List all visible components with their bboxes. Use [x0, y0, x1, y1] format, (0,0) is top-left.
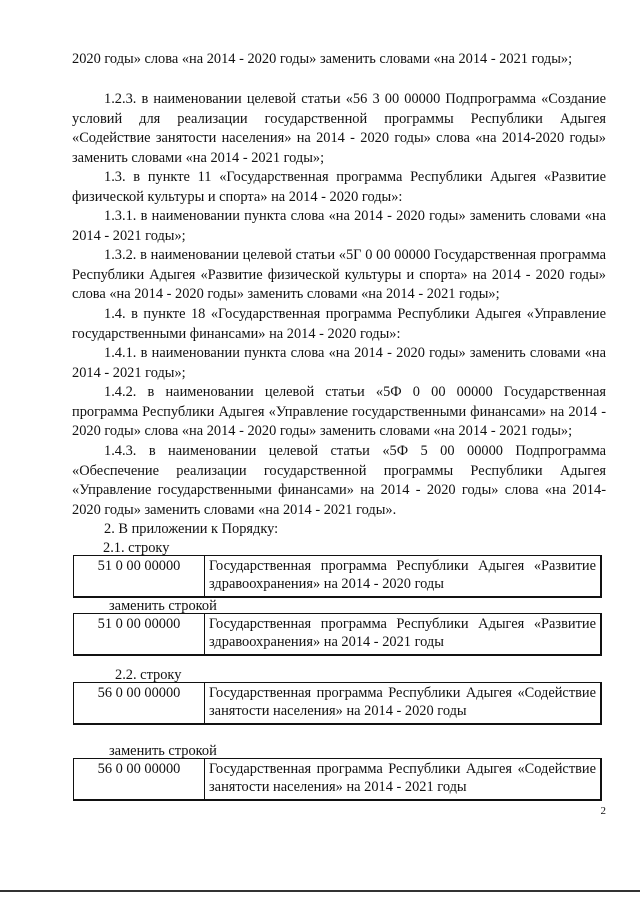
- page-number: 2: [600, 805, 606, 817]
- code-table-new-51: [73, 613, 602, 656]
- paragraph-1-4-3: 1.4.3. в наименовании целевой статьи «5Ф 5 00 00000 Подпрограмма «Обеспечение реализации государственной программы Республики Адыгея «Управление государственными финансами» на 2014 - 2020 годы» слова «на 2014-2020 годы» заменить словами «на 2014 - 2021 годы».: [72, 443, 606, 518]
- code-table-new-56: [73, 758, 602, 801]
- program-name-cell: Государственная программа Республики Адыгея «Развитие здравоохранения» на 2014 - 2021 годы: [205, 614, 602, 656]
- budget-code-cell: 51 0 00 00000: [74, 556, 205, 598]
- table-row: [74, 759, 602, 801]
- code-table-old-56: [73, 682, 602, 725]
- budget-code-cell: 56 0 00 00000: [74, 759, 205, 801]
- paragraph-1-2-3: 1.2.3. в наименовании целевой статьи «56 3 00 00000 Подпрограмма «Создание условий для реализации государственной программы Республики Адыгея «Содействие занятости населения» на 2014 - 2020 годы» слова «на 2014-2020 годы» заменить словами «на 2014 - 2021 годы»;: [72, 91, 606, 166]
- paragraph-continuation: 2020 годы» слова «на 2014 - 2020 годы» заменить словами «на 2014 - 2021 годы»;: [72, 51, 573, 67]
- paragraph-1-3-2: 1.3.2. в наименовании целевой статьи «5Г 0 00 00000 Государственная программа Республики Адыгея «Развитие физической культуры и спорта» на 2014 - 2020 годы» слова «на 2014 - 2020 годы» заменить словами «на 2014 - 2021 годы»;: [72, 247, 606, 303]
- program-name-cell: Государственная программа Республики Адыгея «Содействие занятости населения» на 2014 - 2021 годы: [205, 759, 602, 801]
- paragraph-1-3: 1.3. в пункте 11 «Государственная программа Республики Адыгея «Развитие физической культуры и спорта» на 2014 - 2020 годы»:: [72, 169, 606, 205]
- paragraph-1-3-1: 1.3.1. в наименовании пункта слова «на 2014 - 2020 годы» заменить словами «на 2014 - 2021 годы»;: [72, 208, 606, 244]
- table-row: [74, 614, 602, 656]
- paragraph-2: 2. В приложении к Порядку:: [104, 521, 279, 537]
- budget-code-cell: 56 0 00 00000: [74, 683, 205, 725]
- program-name-cell: Государственная программа Республики Адыгея «Развитие здравоохранения» на 2014 - 2020 годы: [205, 556, 602, 598]
- paragraph-1-4-1: 1.4.1. в наименовании пункта слова «на 2014 - 2020 годы» заменить словами «на 2014 - 2021 годы»;: [72, 345, 606, 381]
- block-label-2-1: 2.1. строку: [103, 540, 170, 556]
- table-row: [74, 556, 602, 598]
- program-name-cell: Государственная программа Республики Адыгея «Содействие занятости населения» на 2014 - 2020 годы: [205, 683, 602, 725]
- page-bottom-border: [0, 890, 640, 892]
- budget-code-cell: 51 0 00 00000: [74, 614, 205, 656]
- block-label-replace-1: заменить строкой: [109, 598, 217, 614]
- table-row: [74, 683, 602, 725]
- block-label-replace-2: заменить строкой: [109, 743, 217, 759]
- code-table-old-51: [73, 555, 602, 598]
- block-label-2-2: 2.2. строку: [115, 667, 182, 683]
- paragraph-1-4: 1.4. в пункте 18 «Государственная программа Республики Адыгея «Управление государственными финансами» на 2014 - 2020 годы»:: [72, 306, 606, 342]
- paragraph-1-4-2: 1.4.2. в наименовании целевой статьи «5Ф 0 00 00000 Государственная программа Республики Адыгея «Управление государственными финансами» на 2014 - 2020 годы» слова «на 2014 - 2020 годы» заменить словами «на 2014 - 2021 годы»;: [72, 384, 606, 440]
